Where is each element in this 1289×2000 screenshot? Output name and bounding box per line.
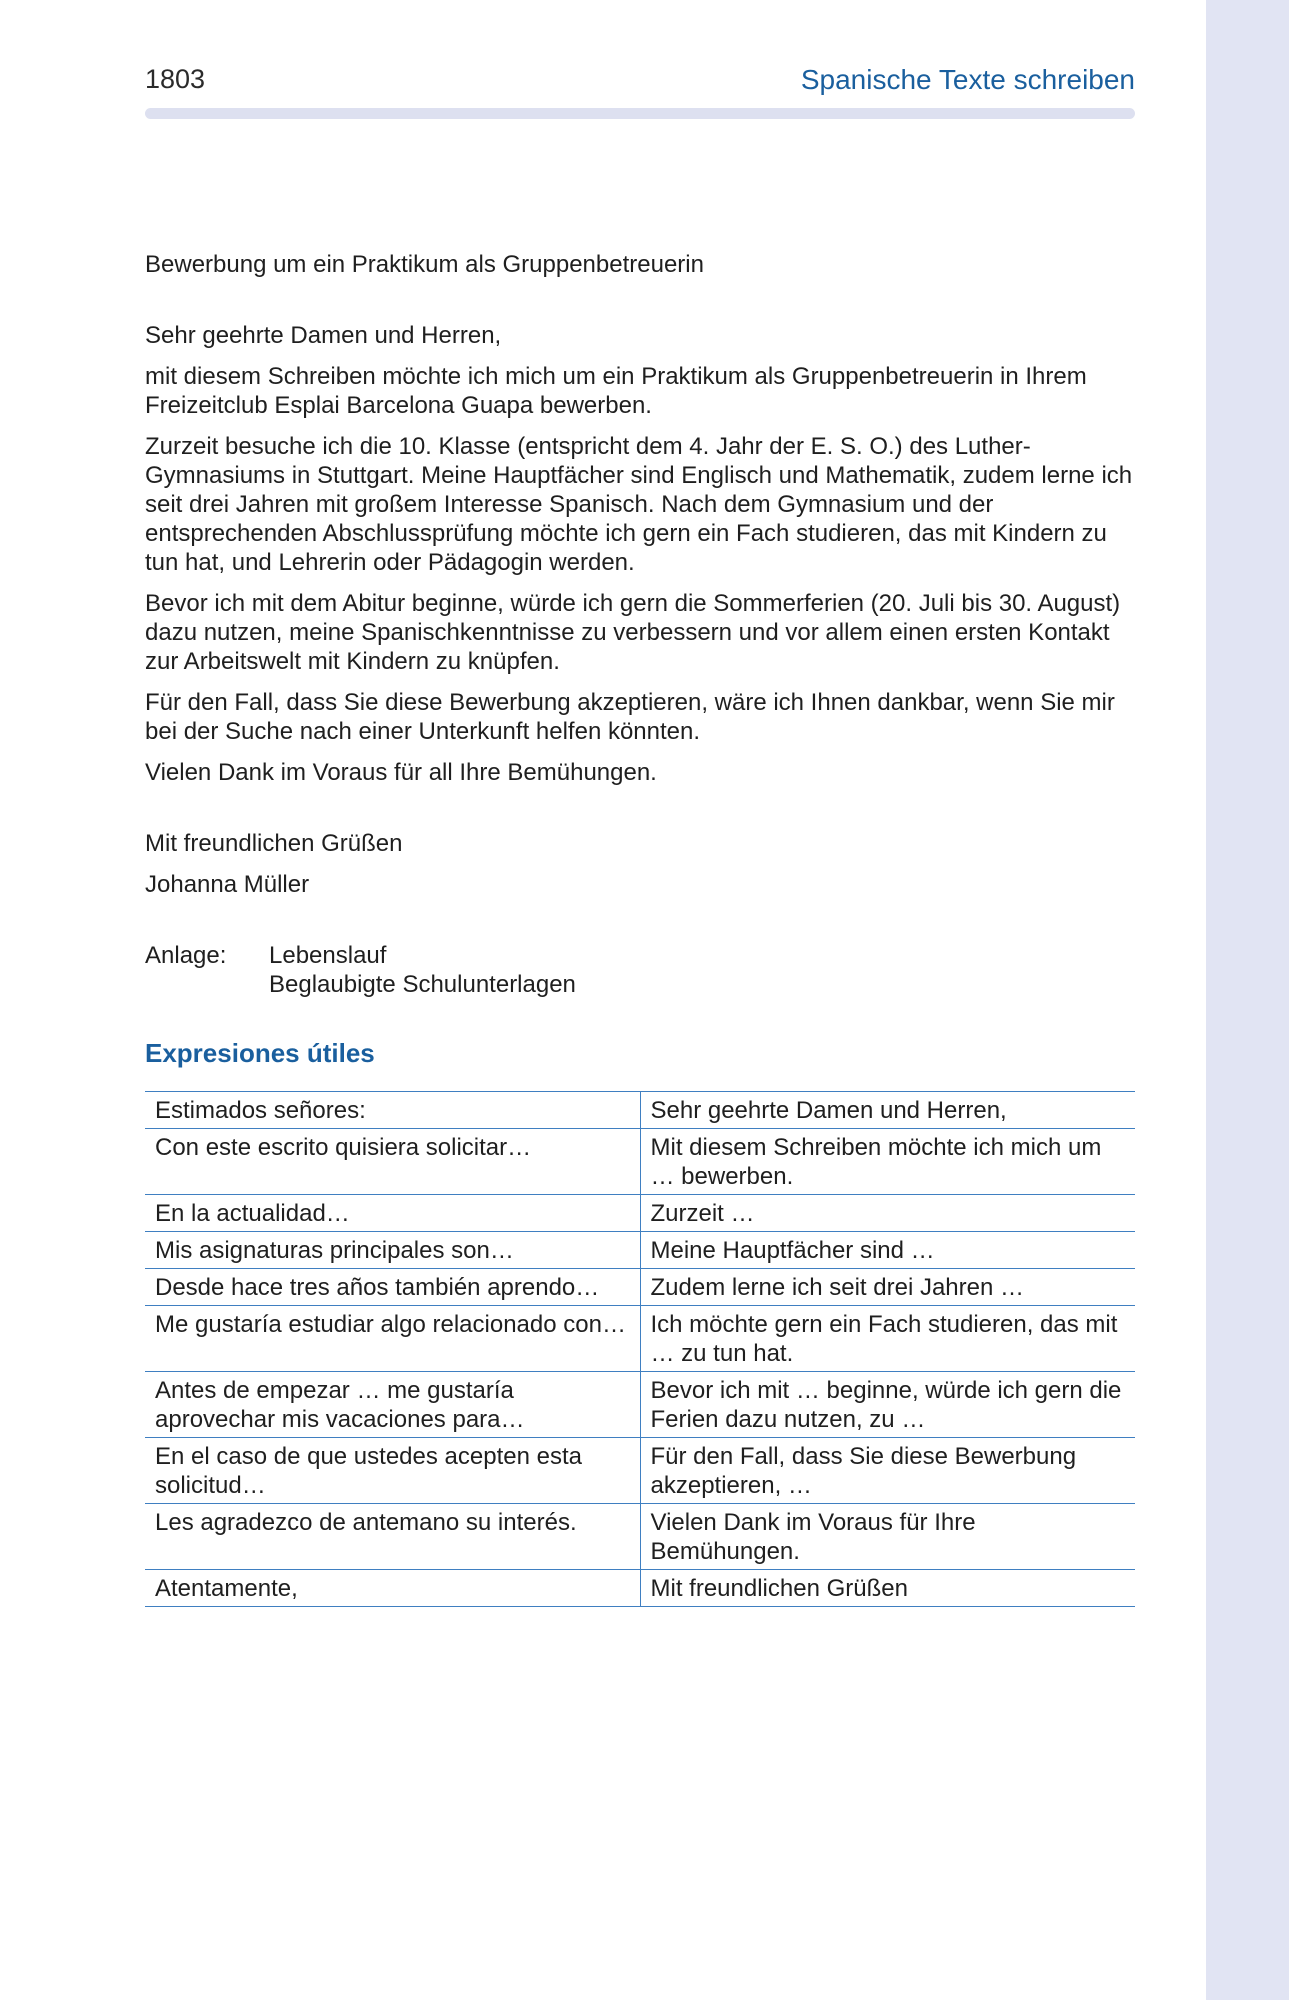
spanish-phrase-cell: Mis asignaturas principales son… [145, 1232, 640, 1269]
table-row [145, 1570, 1135, 1607]
german-phrase-cell: Vielen Dank im Voraus für Ihre Bemühungen. [640, 1504, 1135, 1570]
spanish-phrase-cell: En la actualidad… [145, 1195, 640, 1232]
table-row [145, 1232, 1135, 1269]
table-row [145, 1092, 1135, 1129]
german-phrase-cell: Mit diesem Schreiben möchte ich mich um … bewerben. [640, 1129, 1135, 1195]
table-row [145, 1129, 1135, 1195]
german-phrase-cell: Für den Fall, dass Sie diese Bewerbung akzeptieren, … [640, 1438, 1135, 1504]
spanish-phrase-cell: Les agradezco de antemano su interés. [145, 1504, 640, 1570]
table-row [145, 1269, 1135, 1306]
german-phrase-cell: Meine Hauptfächer sind … [640, 1232, 1135, 1269]
letter-paragraph: mit diesem Schreiben möchte ich mich um ein Praktikum als Gruppenbetreuerin in Ihrem Freizeitclub Esplai Barcelona Guapa bewerben. [145, 363, 1087, 419]
spanish-phrase-cell: Con este escrito quisiera solicitar… [145, 1129, 640, 1195]
useful-expressions-table [145, 1091, 1135, 1607]
side-margin-band [1206, 0, 1289, 2000]
german-phrase-cell: Zudem lerne ich seit drei Jahren … [640, 1269, 1135, 1306]
letter-paragraph: Vielen Dank im Voraus für all Ihre Bemühungen. [145, 759, 657, 786]
table-row [145, 1195, 1135, 1232]
german-phrase-cell: Sehr geehrte Damen und Herren, [640, 1092, 1135, 1129]
letter-subject: Bewerbung um ein Praktikum als Gruppenbetreuerin [145, 251, 704, 278]
enclosure-list [269, 941, 576, 999]
table-row [145, 1306, 1135, 1372]
table-row [145, 1438, 1135, 1504]
spanish-phrase-cell: Me gustaría estudiar algo relacionado con… [145, 1306, 640, 1372]
header-rule [145, 108, 1135, 119]
section-heading-expresiones: Expresiones útiles [145, 1038, 375, 1068]
letter-paragraph: Bevor ich mit dem Abitur beginne, würde ich gern die Sommerferien (20. Juli bis 30. August) dazu nutzen, meine Spanischkenntnisse zu verbessern und vor allem einen ersten Kontakt zur Arbeitswelt mit Kindern zu knüpfen. [145, 590, 1121, 675]
spanish-phrase-cell: Estimados señores: [145, 1092, 640, 1129]
letter-paragraph: Für den Fall, dass Sie diese Bewerbung akzeptieren, wäre ich Ihnen dankbar, wenn Sie mir bei der Suche nach einer Unterkunft helfen könnten. [145, 689, 1115, 745]
running-title: Spanische Texte schreiben [800, 64, 1135, 95]
letter-closing: Mit freundlichen Grüßen [145, 830, 403, 857]
page-header [145, 64, 1135, 104]
german-phrase-cell: Mit freundlichen Grüßen [640, 1570, 1135, 1607]
letter-enclosures [145, 941, 1135, 999]
spanish-phrase-cell: Antes de empezar … me gustaría aprovechar mis vacaciones para… [145, 1372, 640, 1438]
german-phrase-cell: Bevor ich mit … beginne, würde ich gern die Ferien dazu nutzen, zu … [640, 1372, 1135, 1438]
german-phrase-cell: Ich möchte gern ein Fach studieren, das mit … zu tun hat. [640, 1306, 1135, 1372]
table-row [145, 1372, 1135, 1438]
enclosure-item: Lebenslauf [269, 942, 387, 969]
letter-paragraph: Zurzeit besuche ich die 10. Klasse (entspricht dem 4. Jahr der E. S. O.) des Luther-Gymnasiums in Stuttgart. Meine Hauptfächer sind Englisch und Mathematik, zudem lerne ich seit drei Jahren mit großem Interesse Spanisch. Nach dem Gymnasium und der entsprechenden Abschlussprüfung möchte ich gern ein Fach studieren, das mit Kindern zu tun hat, und Lehrerin oder Pädagogin werden. [145, 433, 1133, 576]
table-row [145, 1504, 1135, 1570]
spanish-phrase-cell: Desde hace tres años también aprendo… [145, 1269, 640, 1306]
spanish-phrase-cell: Atentamente, [145, 1570, 640, 1607]
sample-letter [145, 250, 1135, 999]
spanish-phrase-cell: En el caso de que ustedes acepten esta solicitud… [145, 1438, 640, 1504]
letter-salutation: Sehr geehrte Damen und Herren, [145, 322, 502, 349]
german-phrase-cell: Zurzeit … [640, 1195, 1135, 1232]
letter-signature: Johanna Müller [145, 871, 310, 898]
enclosure-item: Beglaubigte Schulunterlagen [269, 971, 576, 998]
enclosure-label: Anlage: [145, 942, 227, 969]
page-number: 1803 [145, 64, 206, 94]
